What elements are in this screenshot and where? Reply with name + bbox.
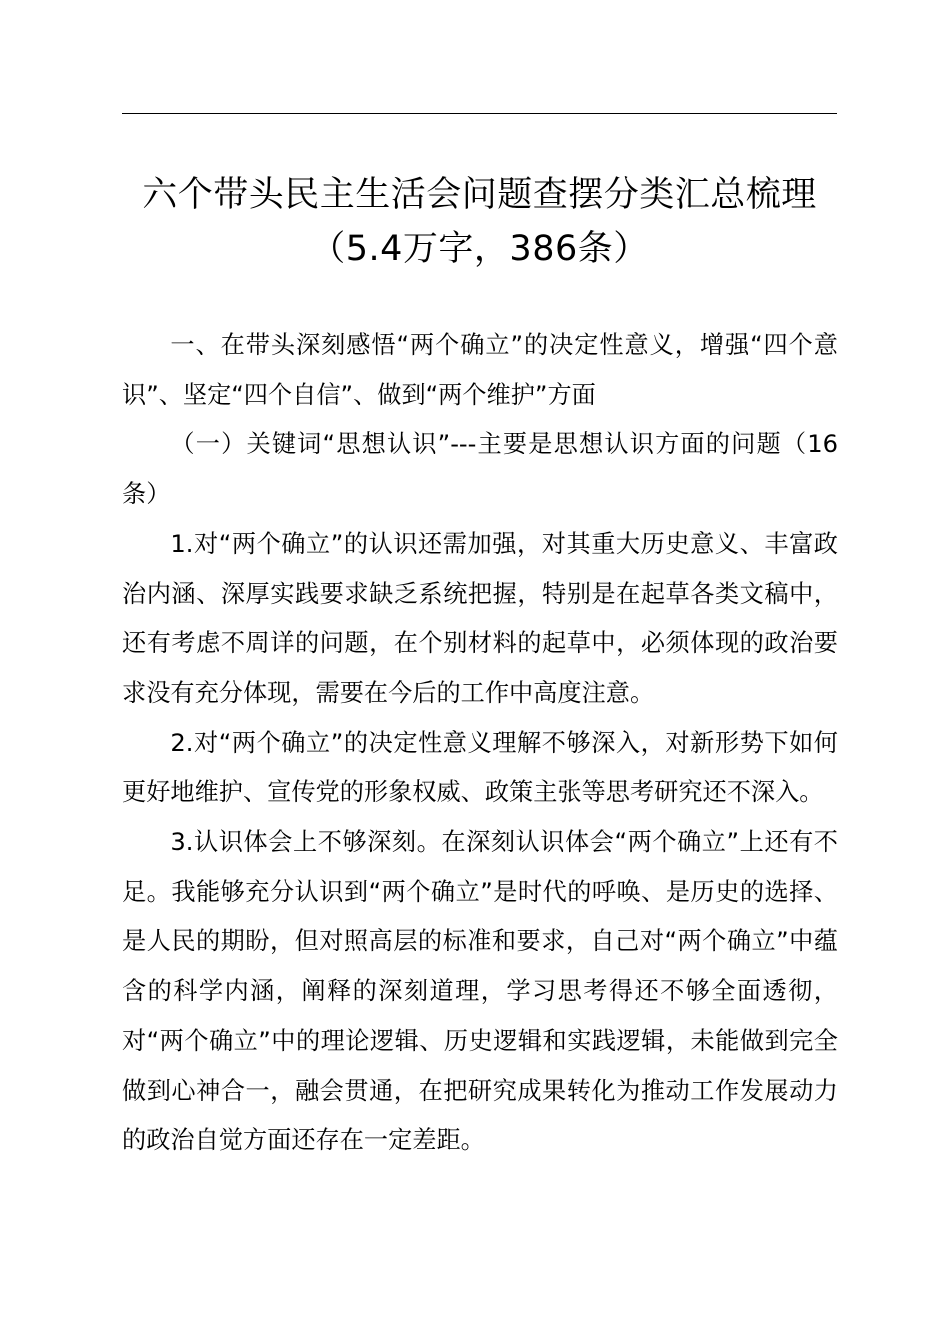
- paragraph-item-3: 3.认识体会上不够深刻。在深刻认识体会“两个确立”上还有不足。我能够充分认识到“两个确立”是时代的呼唤、是历史的选择、是人民的期盼，但对照高层的标准和要求，自己对“两个确立”中蕴含的科学内涵，阐释的深刻道理，学习思考得还不够全面透彻，对“两个确立”中的理论逻辑、历史逻辑和实践逻辑，未能做到完全做到心神合一，融会贯通，在把研究成果转化为推动工作发展动力的政治自觉方面还存在一定差距。: [122, 828, 838, 1155]
- subsection-heading: （一）关键词“思想认识”---主要是思想认识方面的问题（16条）: [122, 430, 838, 509]
- paragraph-item-1: 1.对“两个确立”的认识还需加强，对其重大历史意义、丰富政治内涵、深厚实践要求缺乏系统把握，特别是在起草各类文稿中，还有考虑不周详的问题，在个别材料的起草中，必须体现的政治要求没有充分体现，需要在今后的工作中高度注意。: [122, 529, 838, 707]
- document-title: [122, 168, 837, 276]
- header-rule: [122, 113, 837, 114]
- title-line-1: 六个带头民主生活会问题查摆分类汇总梳理: [142, 175, 817, 215]
- document-body: [122, 321, 838, 1166]
- paragraph-item-2: 2.对“两个确立”的决定性意义理解不够深入，对新形势下如何更好地维护、宣传党的形象权威、政策主张等思考研究还不深入。: [122, 728, 838, 807]
- title-line-2: （5.4万字，386条）: [310, 229, 649, 269]
- section-heading: 一、在带头深刻感悟“两个确立”的决定性意义，增强“四个意识”、坚定“四个自信”、做到“两个维护”方面: [122, 331, 838, 409]
